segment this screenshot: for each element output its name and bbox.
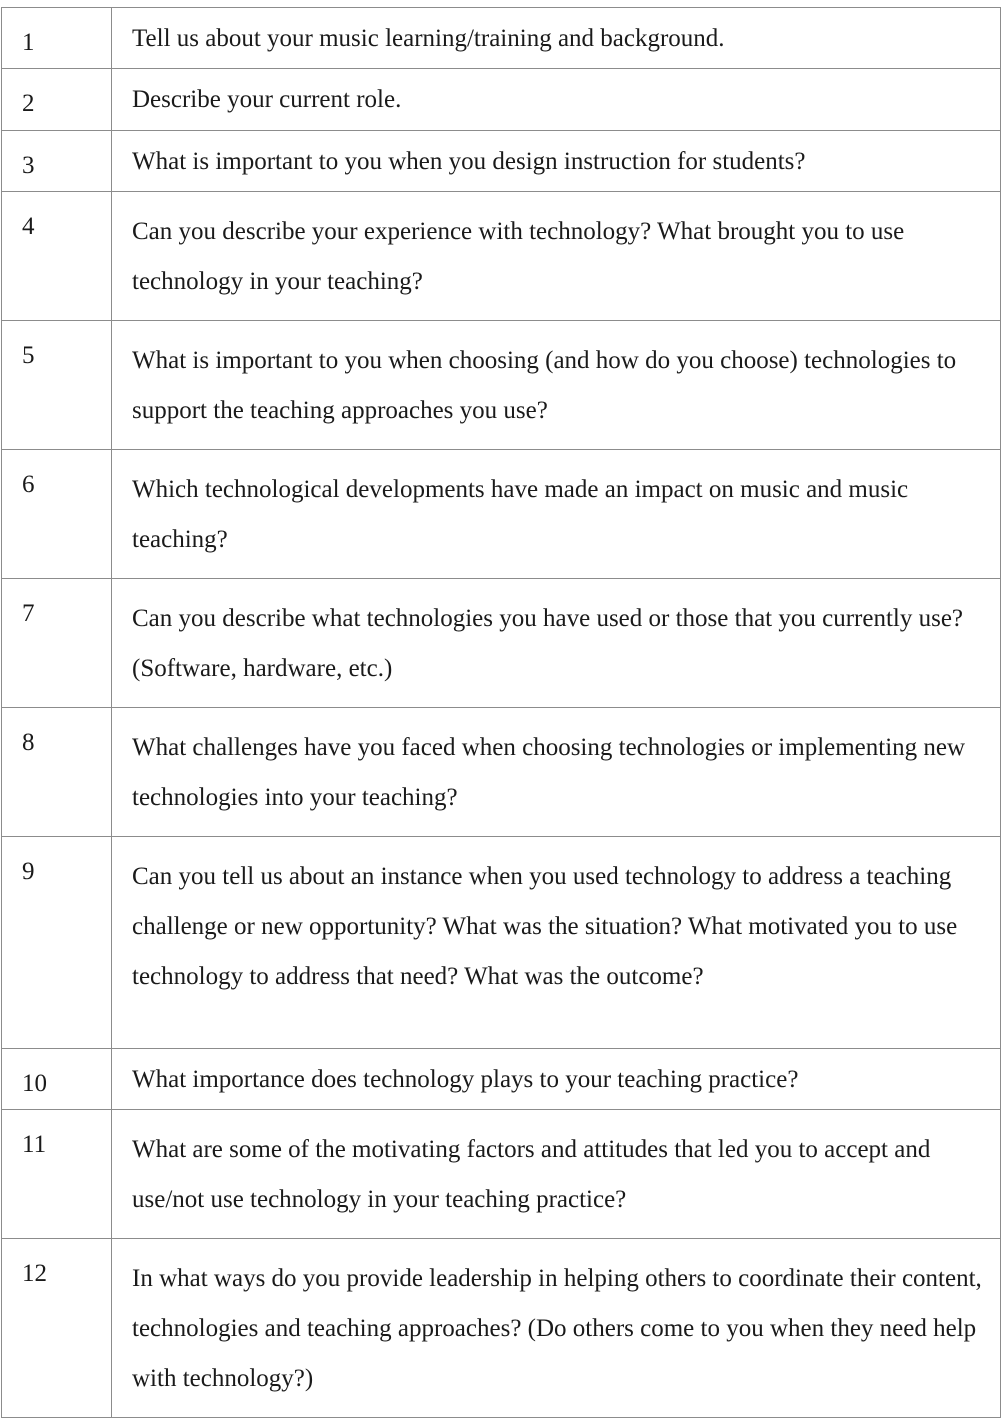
question-text: Can you describe what technologies you have used or those that you currently use? (Software, hardware, etc.) xyxy=(112,579,1001,708)
question-text: What is important to you when you design instruction for students? xyxy=(112,131,1001,192)
question-text: What challenges have you faced when choosing technologies or implementing new technologies into your teaching? xyxy=(112,708,1001,837)
question-number: 6 xyxy=(2,450,112,579)
table-row xyxy=(2,1049,1001,1110)
question-number: 7 xyxy=(2,579,112,708)
question-number: 1 xyxy=(2,8,112,69)
question-text: Can you describe your experience with technology? What brought you to use technology in your teaching? xyxy=(112,192,1001,321)
question-text: Tell us about your music learning/training and background. xyxy=(112,8,1001,69)
table-row xyxy=(2,450,1001,579)
question-number: 9 xyxy=(2,837,112,1049)
question-text: Can you tell us about an instance when you used technology to address a teaching challenge or new opportunity? What was the situation? What motivated you to use technology to address that need? What was the outcome? xyxy=(112,837,1001,1049)
question-number: 5 xyxy=(2,321,112,450)
question-number: 3 xyxy=(2,131,112,192)
question-text: What are some of the motivating factors and attitudes that led you to accept and use/not use technology in your teaching practice? xyxy=(112,1110,1001,1239)
table-row xyxy=(2,321,1001,450)
question-number: 10 xyxy=(2,1049,112,1110)
table-row xyxy=(2,708,1001,837)
table-row xyxy=(2,192,1001,321)
questions-table xyxy=(1,7,1001,1418)
table-row xyxy=(2,1110,1001,1239)
question-number: 11 xyxy=(2,1110,112,1239)
question-number: 12 xyxy=(2,1239,112,1418)
question-text: Describe your current role. xyxy=(112,69,1001,131)
question-number: 2 xyxy=(2,69,112,131)
table-row xyxy=(2,579,1001,708)
table-row xyxy=(2,131,1001,192)
question-text: What importance does technology plays to your teaching practice? xyxy=(112,1049,1001,1110)
question-number: 8 xyxy=(2,708,112,837)
question-text: In what ways do you provide leadership in helping others to coordinate their content, technologies and teaching approaches? (Do others come to you when they need help with technology?) xyxy=(112,1239,1001,1418)
question-text: What is important to you when choosing (and how do you choose) technologies to support the teaching approaches you use? xyxy=(112,321,1001,450)
question-number: 4 xyxy=(2,192,112,321)
table-row xyxy=(2,1239,1001,1418)
question-text: Which technological developments have made an impact on music and music teaching? xyxy=(112,450,1001,579)
table-row xyxy=(2,8,1001,69)
table-row xyxy=(2,837,1001,1049)
table-row xyxy=(2,69,1001,131)
